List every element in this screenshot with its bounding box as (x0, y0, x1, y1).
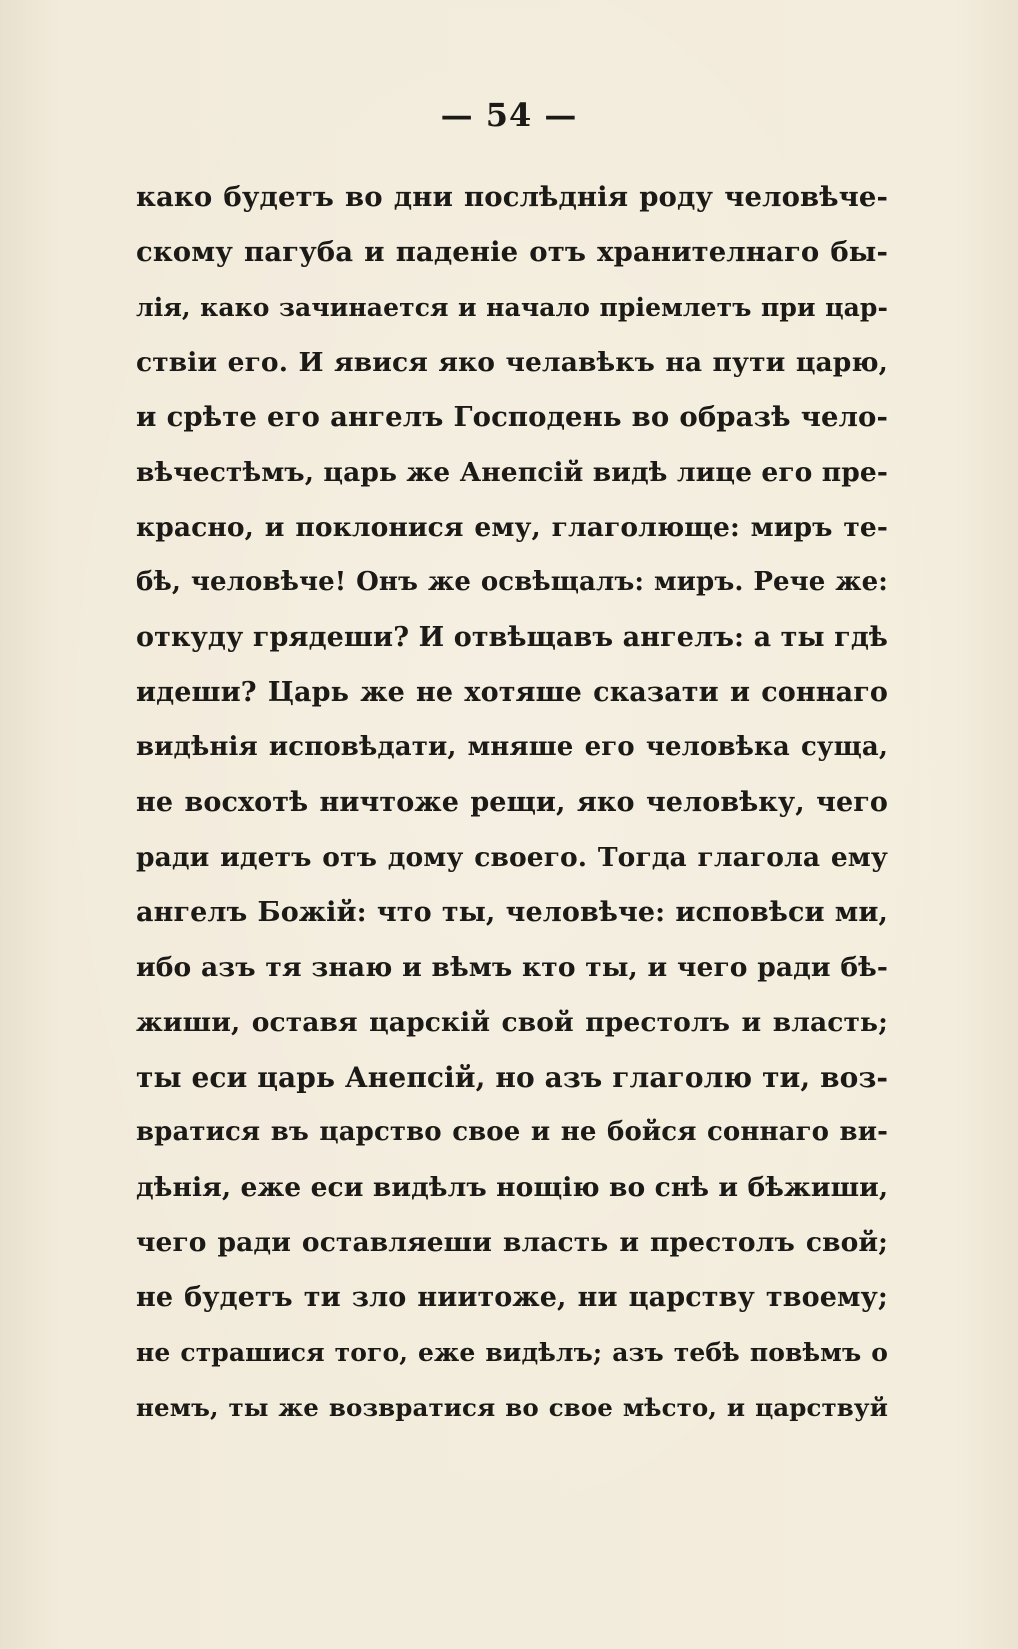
text-line-4: ствіи его. И явися яко челавѣкъ на пути царю, (136, 347, 888, 378)
text-line-16: жиши, оставя царскій свой престолъ и власть; (136, 1007, 888, 1038)
text-line-8: бѣ, человѣче! Онъ же освѣщалъ: миръ. Рече же: (136, 567, 888, 597)
text-line-1: како будетъ во дни послѣднія роду человѣче- (136, 181, 888, 213)
text-line-3: лія, како зачинается и начало пріемлетъ при цар- (136, 293, 888, 322)
text-line-21: не будетъ ти зло ниитоже, ни царству твоему; (136, 1282, 888, 1313)
text-line-6: вѣчестѣмъ, царь же Анепсій видѣ лице его пре- (136, 457, 888, 488)
text-line-9: откуду грядеши? И отвѣщавъ ангелъ: а ты гдѣ (136, 622, 888, 653)
text-line-7: красно, и поклонися ему, глаголюще: миръ те- (136, 512, 888, 543)
text-body (136, 170, 888, 1435)
text-line-5: и срѣте его ангелъ Господень во образѣ чело- (136, 401, 888, 433)
text-line-19: дѣнія, еже еси видѣлъ нощію во снѣ и бѣжиши, (136, 1172, 888, 1203)
text-line-10: идеши? Царь же не хотяше сказати и соннаго (136, 677, 888, 708)
text-line-13: ради идетъ отъ дому своего. Тогда глагола ему (136, 842, 888, 873)
text-line-17: ты еси царь Анепсій, но азъ глаголю ти, воз- (136, 1061, 888, 1094)
text-line-20: чего ради оставляеши власть и престолъ свой; (136, 1227, 888, 1258)
page-number: — 54 — (440, 96, 578, 134)
text-line-18: вратися въ царство свое и не бойся соннаго ви- (136, 1117, 888, 1147)
text-line-23: немъ, ты же возвратися во свое мѣсто, и царствуй (136, 1393, 888, 1422)
text-line-15: ибо азъ тя знаю и вѣмъ кто ты, и чего ради бѣ- (136, 952, 888, 983)
text-line-12: не восхотѣ ничтоже рещи, яко человѣку, чего (136, 787, 888, 818)
text-line-11: видѣнія исповѣдати, мняше его человѣка суща, (136, 732, 888, 762)
text-line-22: не страшися того, еже видѣлъ; азъ тебѣ повѣмъ о (136, 1338, 888, 1367)
text-line-2: скому пагуба и паденіе отъ хранителнаго бы- (136, 236, 888, 268)
text-line-14: ангелъ Божій: что ты, человѣче: исповѣси ми, (136, 897, 888, 928)
